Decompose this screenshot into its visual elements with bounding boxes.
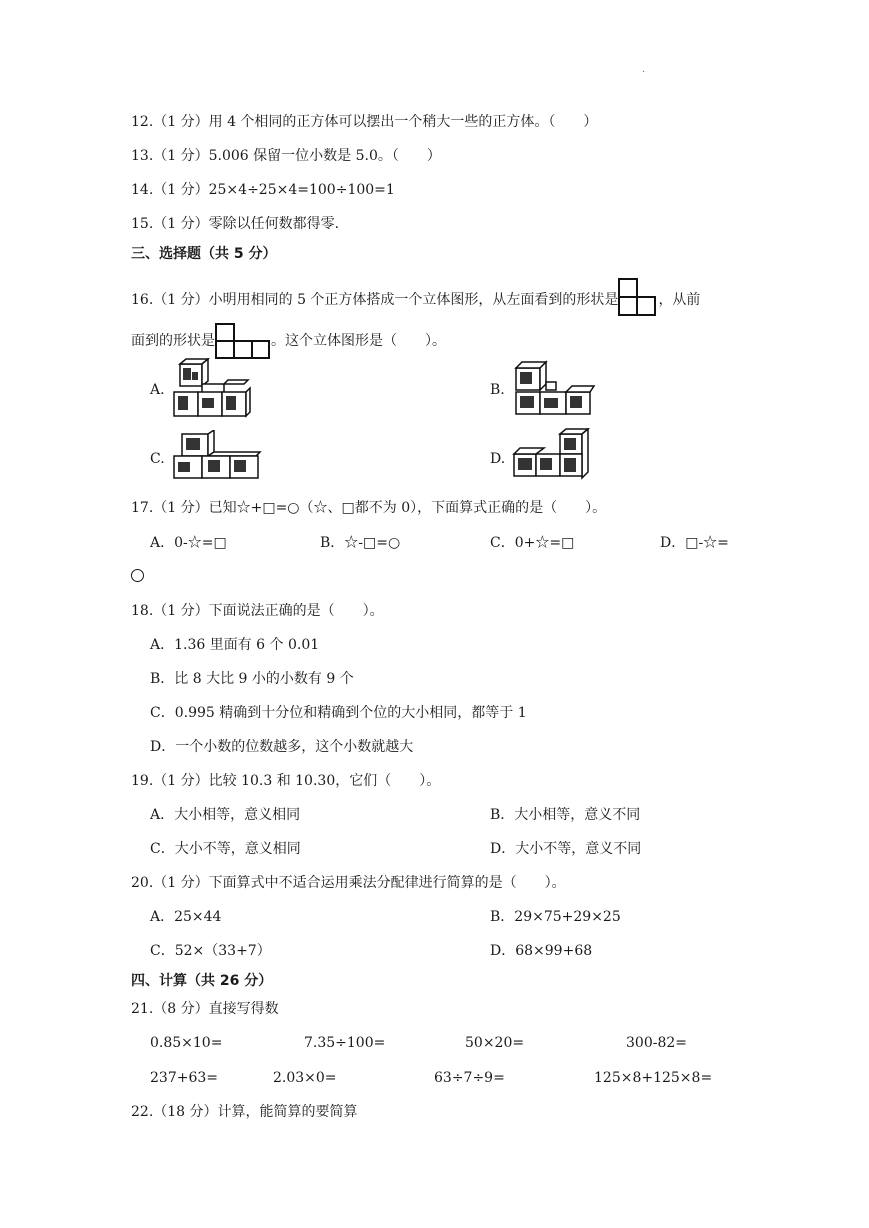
- question-17-stem: 17.（1 分）已知☆+□=○（☆、□都不为 0），下面算式正确的是（ ）。: [131, 500, 607, 516]
- q16-part4: 。这个立体图形是（ ）。: [271, 333, 446, 349]
- question-16-line2: [131, 323, 446, 359]
- q21-item: 300-82=: [626, 1035, 687, 1051]
- q16-option-d-label: D.: [490, 451, 506, 467]
- q18-option-c: C．0.995 精确到十分位和精确到个位的大小相同，都等于 1: [150, 705, 527, 721]
- option-a-cube-image: [172, 358, 252, 420]
- q16-option-a-label: A.: [150, 382, 165, 398]
- q17-option-b: B．☆-□=○: [320, 535, 401, 551]
- q16-part3: 面到的形状是: [131, 333, 215, 349]
- q16-option-b-label: B.: [490, 382, 505, 398]
- left-view-figure: [618, 278, 658, 316]
- q19-option-d: D．大小不等，意义不同: [490, 841, 642, 857]
- q21-item: 63÷7÷9=: [434, 1070, 505, 1086]
- q19-option-b: B．大小相等，意义不同: [490, 807, 641, 823]
- question-20-stem: 20.（1 分）下面算式中不适合运用乘法分配律进行简算的是（ ）。: [131, 875, 566, 891]
- q16-option-c-label: C.: [150, 451, 165, 467]
- question-14: 14.（1 分）25×4÷25×4=100÷100=1: [131, 182, 395, 198]
- q19-option-a: A．大小相等，意义相同: [150, 807, 301, 823]
- question-22-stem: 22.（18 分）计算，能简算的要简算: [131, 1104, 358, 1120]
- q16-part1: 16.（1 分）小明用相同的 5 个正方体搭成一个立体图形，从左面看到的形状是: [131, 292, 619, 308]
- question-18-stem: 18.（1 分）下面说法正确的是（ ）。: [131, 603, 384, 619]
- q20-option-d: D．68×99+68: [490, 943, 593, 959]
- q20-option-a: A．25×44: [150, 909, 222, 925]
- option-b-cube-image: [512, 360, 596, 418]
- header-dot: .: [642, 64, 646, 75]
- question-15: 15.（1 分）零除以任何数都得零.: [131, 216, 340, 232]
- question-19-stem: 19.（1 分）比较 10.3 和 10.30，它们（ ）。: [131, 773, 441, 789]
- front-view-figure: [215, 323, 271, 359]
- q18-option-b: B．比 8 大比 9 小的小数有 9 个: [150, 671, 354, 687]
- option-d-cube-image: [510, 428, 592, 484]
- section-heading-choice: 三、选择题（共 5 分）: [131, 246, 277, 262]
- q16-part2: ，从前: [658, 292, 701, 308]
- question-13: 13.（1 分）5.006 保留一位小数是 5.0。（ ）: [131, 148, 441, 164]
- circle-symbol-icon: [131, 569, 144, 582]
- option-c-cube-image: [172, 430, 264, 482]
- q19-option-c: C．大小不等，意义相同: [150, 841, 301, 857]
- section-heading-calculation: 四、计算（共 26 分）: [131, 973, 273, 989]
- q17-option-d-continued: [131, 567, 144, 587]
- q21-item: 237+63=: [150, 1070, 218, 1086]
- q17-option-a: A．0-☆=□: [150, 535, 227, 551]
- q21-item: 7.35÷100=: [304, 1035, 386, 1051]
- q18-option-d: D．一个小数的位数越多，这个小数就越大: [150, 739, 414, 755]
- q18-option-a: A．1.36 里面有 6 个 0.01: [150, 637, 320, 653]
- question-21-stem: 21.（8 分）直接写得数: [131, 1001, 279, 1017]
- q17-option-d: D．□-☆=: [660, 535, 729, 551]
- question-16-line1: [131, 278, 700, 316]
- q21-item: 125×8+125×8=: [594, 1070, 713, 1086]
- q20-option-c: C．52×（33+7）: [150, 943, 271, 959]
- q21-item: 2.03×0=: [273, 1070, 337, 1086]
- q20-option-b: B．29×75+29×25: [490, 909, 621, 925]
- q21-item: 0.85×10=: [150, 1035, 223, 1051]
- question-12: 12.（1 分）用 4 个相同的正方体可以摆出一个稍大一些的正方体。（ ）: [131, 114, 598, 130]
- q21-item: 50×20=: [465, 1035, 525, 1051]
- q17-option-c: C．0+☆=□: [490, 535, 575, 551]
